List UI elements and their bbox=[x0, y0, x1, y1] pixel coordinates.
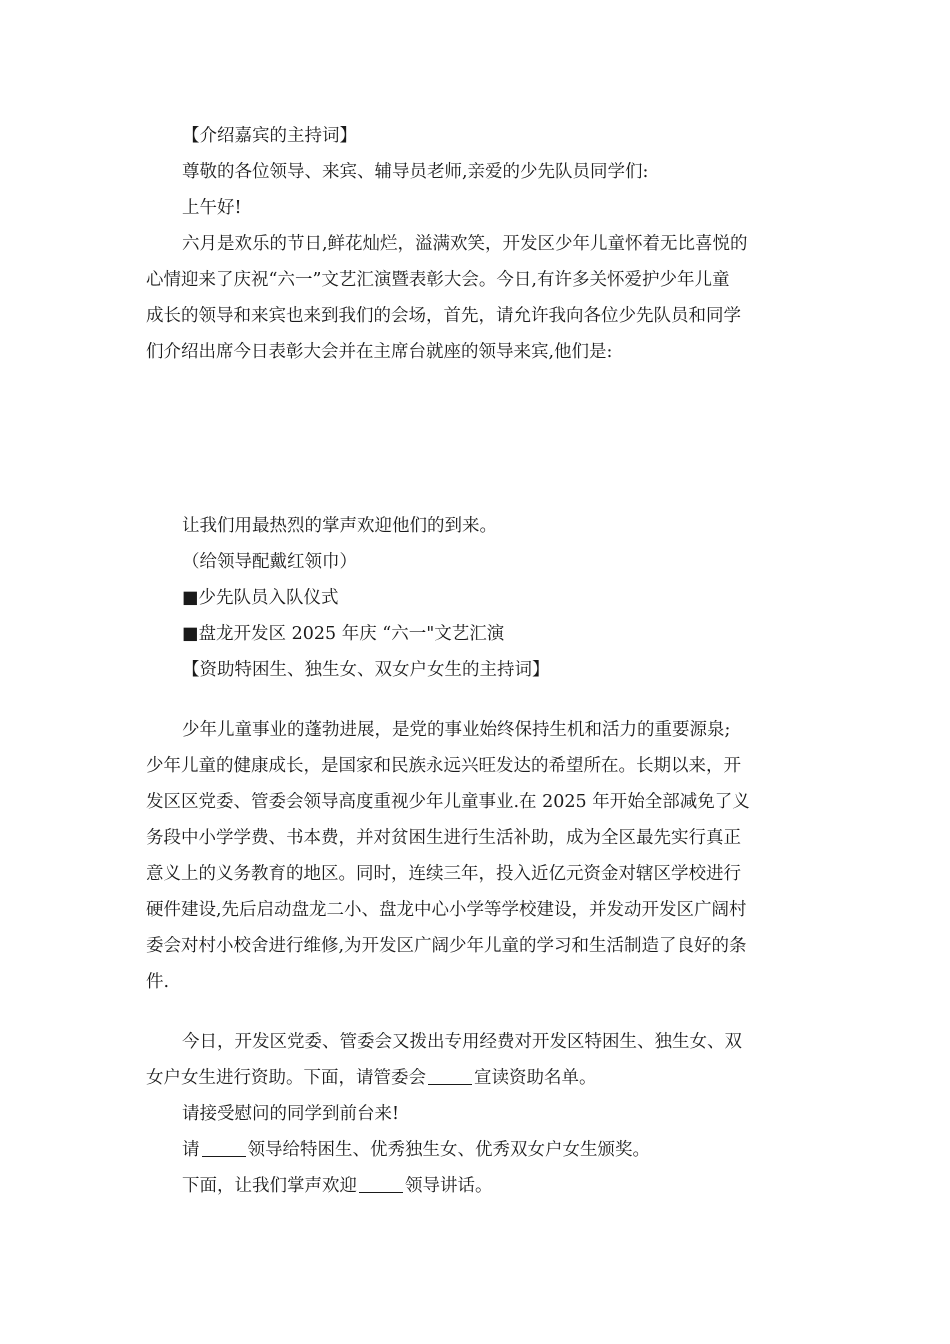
fill-in-blank bbox=[202, 1138, 246, 1157]
paragraph-line: 六月是欢乐的节日,鲜花灿烂，溢满欢笑，开发区少年儿童怀着无比喜悦的 bbox=[182, 234, 748, 254]
paragraph-line: 件. bbox=[146, 972, 170, 992]
award-line bbox=[182, 1138, 650, 1162]
instruction-line: 请接受慰问的同学到前台来! bbox=[182, 1104, 400, 1124]
paragraph-line: 务段中小学学费、书本费，并对贫困生进行生活补助，成为全区最先实行真正 bbox=[146, 828, 741, 848]
speech-text: 领导讲话。 bbox=[405, 1176, 493, 1196]
greeting-morning: 上午好! bbox=[182, 198, 242, 218]
fill-in-blank bbox=[359, 1174, 403, 1193]
stage-direction: （给领导配戴红领巾） bbox=[182, 552, 357, 572]
program-item: ■少先队员入队仪式 bbox=[182, 588, 339, 608]
paragraph-line: 少年儿童的健康成长，是国家和民族永远兴旺发达的希望所在。长期以来，开 bbox=[146, 756, 741, 776]
paragraph-line: 成长的领导和来宾也来到我们的会场，首先，请允许我向各位少先队员和同学 bbox=[146, 306, 741, 326]
greeting-line: 尊敬的各位领导、来宾、辅导员老师,亲爱的少先队员同学们: bbox=[182, 162, 649, 182]
paragraph-line: 意义上的义务教育的地区。同时，连续三年，投入近亿元资金对辖区学校进行 bbox=[146, 864, 741, 884]
paragraph-line: 发区区党委、管委会领导高度重视少年儿童事业.在 2025 年开始全部减免了义 bbox=[146, 792, 750, 812]
paragraph-line: 今日，开发区党委、管委会又拨出专用经费对开发区特困生、独生女、双 bbox=[182, 1032, 742, 1052]
award-text: 请 bbox=[182, 1140, 200, 1160]
paragraph-line: 们介绍出席今日表彰大会并在主席台就座的领导来宾,他们是: bbox=[146, 342, 613, 362]
section-heading-aid: 【资助特困生、独生女、双女户女生的主持词】 bbox=[182, 660, 550, 680]
speech-text: 下面，让我们掌声欢迎 bbox=[182, 1176, 357, 1196]
speech-line bbox=[182, 1174, 493, 1198]
welcome-line: 让我们用最热烈的掌声欢迎他们的到来。 bbox=[182, 516, 497, 536]
program-item: ■盘龙开发区 2025 年庆 “六一"文艺汇演 bbox=[182, 624, 505, 644]
paragraph-line bbox=[146, 1066, 597, 1090]
section-heading-guests: 【介绍嘉宾的主持词】 bbox=[182, 126, 357, 146]
paragraph-line: 心情迎来了庆祝“六一”文艺汇演暨表彰大会。今日,有许多关怀爱护少年儿童 bbox=[146, 270, 730, 290]
paragraph-line: 少年儿童事业的蓬勃进展，是党的事业始终保持生机和活力的重要源泉; bbox=[182, 720, 731, 740]
award-text: 领导给特困生、优秀独生女、优秀双女户女生颁奖。 bbox=[247, 1140, 650, 1160]
fill-in-blank bbox=[428, 1066, 472, 1085]
paragraph-line: 委会对村小校舍进行维修,为开发区广阔少年儿童的学习和生活制造了良好的条 bbox=[146, 936, 747, 956]
paragraph-line: 硬件建设,先后启动盘龙二小、盘龙中心小学等学校建设，并发动开发区广阔村 bbox=[146, 900, 747, 920]
paragraph-text: 宣读资助名单。 bbox=[474, 1068, 597, 1088]
paragraph-text: 女户女生进行资助。下面，请管委会 bbox=[146, 1068, 426, 1088]
